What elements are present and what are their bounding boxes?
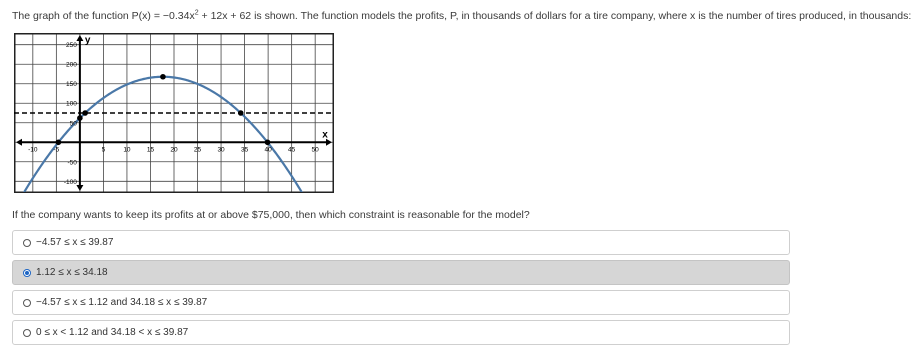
y-tick-label: 50 [69, 120, 77, 128]
y-tick-label: -100 [63, 178, 77, 186]
x-tick-label: 30 [217, 146, 225, 154]
y-tick-label: 200 [66, 61, 77, 69]
function-graph [14, 33, 334, 193]
y-axis-label: y [84, 35, 91, 46]
x-tick-label: 10 [123, 146, 131, 154]
exponent: 2 [194, 9, 199, 17]
x-tick-label: 40 [264, 146, 272, 154]
constraint-question: If the company wants to keep its profits at or above $75,000, then which constraint is reasonable for the model? [12, 209, 530, 221]
graph-point [238, 110, 244, 116]
y-tick-label: -50 [67, 159, 77, 167]
radio-button[interactable] [23, 329, 31, 337]
y-tick-label: 250 [66, 42, 77, 50]
question-text-end: + 12x + 62 is shown. The function models the profits, P, in thousands of dollars for a tire company, where x is the number of tires produced, in thousands: [198, 10, 911, 22]
choice-1-label: −4.57 ≤ x ≤ 39.87 [36, 237, 114, 248]
question-text [12, 8, 911, 24]
x-tick-label: 5 [101, 146, 106, 154]
x-tick-label: -5 [53, 146, 60, 154]
radio-button[interactable] [23, 299, 31, 307]
graph-point [82, 110, 88, 116]
graph-svg [14, 33, 334, 193]
x-tick-label: 15 [146, 146, 155, 154]
x-axis-arrow-left [16, 139, 22, 146]
x-tick-label: 50 [311, 146, 319, 154]
choice-2[interactable] [12, 260, 790, 285]
radio-button-checked[interactable] [23, 269, 31, 277]
y-axis-arrow-down [76, 185, 83, 191]
choice-2-label: 1.12 ≤ x ≤ 34.18 [36, 267, 108, 278]
y-axis-arrow-up [76, 35, 83, 41]
graph-point [77, 115, 83, 121]
y-tick-label: 150 [66, 81, 77, 89]
graph-point [265, 139, 271, 145]
choice-4[interactable] [12, 320, 790, 345]
x-tick-label: 35 [240, 146, 249, 154]
choice-4-label: 0 ≤ x < 1.12 and 34.18 < x ≤ 39.87 [36, 327, 189, 338]
radio-button[interactable] [23, 239, 31, 247]
choice-3-label: −4.57 ≤ x ≤ 1.12 and 34.18 ≤ x ≤ 39.87 [36, 297, 208, 308]
question-text-start: The graph of the function P(x) = −0.34x [12, 10, 195, 22]
x-tick-label: 45 [288, 146, 296, 154]
graph-point [160, 74, 166, 80]
x-tick-label: 20 [170, 146, 178, 154]
graph-point [56, 139, 62, 145]
choice-3[interactable] [12, 290, 790, 315]
y-tick-label: 100 [66, 100, 77, 108]
x-axis-label: x [322, 129, 328, 141]
choice-1[interactable] [12, 230, 790, 255]
x-tick-label: 25 [193, 146, 202, 154]
x-tick-label: -10 [28, 146, 38, 154]
